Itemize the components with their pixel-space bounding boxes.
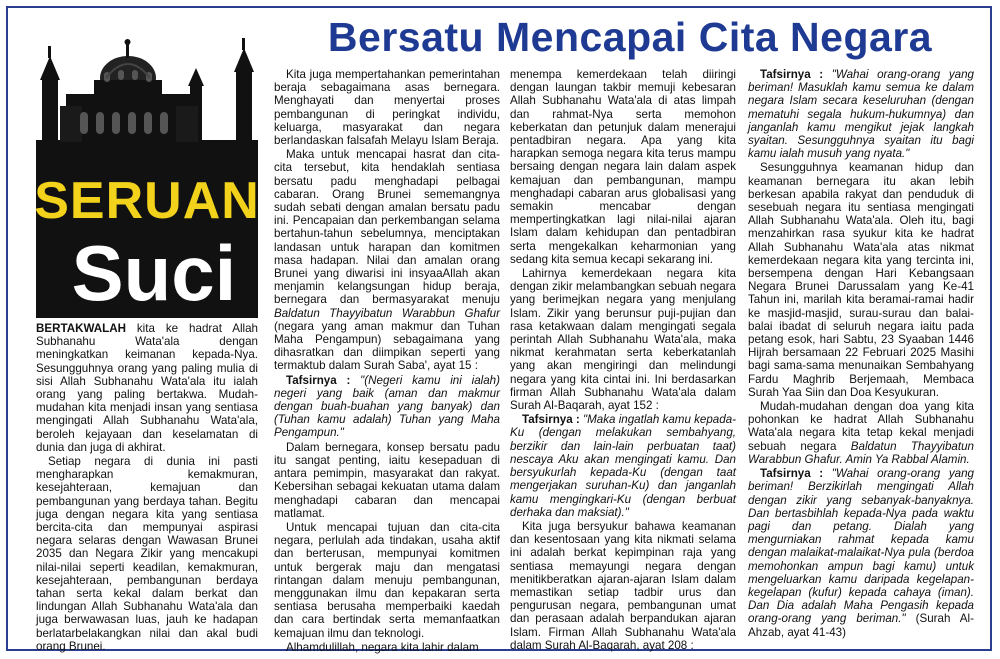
col2-paragraph-4: Untuk mencapai tujuan dan cita-cita negara, perlulah ada tindakan, usaha aktif dan berterusan, mempunyai komitmen untuk bergerak maju dan mengatasi rintangan dalam menuju pembangunan, menggunakan ilmu dan kepakaran serta sentiasa berusaha memperbaiki kaedah dan cara bertindak serta memanfaatkan kemajuan ilmu dan teknologi. [274,520,500,640]
column-4 [748,68,974,639]
col3-paragraph-2: Lahirnya kemerdekaan negara kita dengan zikir melambangkan sebuah negara yang berimejkan negara yang menjulang Islam. Zikir yang berunsur puji-pujian dan rasa ketakwaan dalam mengingati segala perintah Allah Subhanahu Wata'ala, maka nikmat kerahmatan serta keberkatanlah yang akan mengiringi dan melindungi negara yang kita cintai ini. Ini berdasarkan firman Allah Subhanahu Wata'ala dalam Surah Al-Baqarah, ayat 152 : [510,267,736,413]
tafsir-label: Tafsirnya : [522,413,580,427]
tafsir-label: Tafsirnya : [760,467,824,481]
col2-p2-italic: Baldatun Thayyibatun Warabbun Ghafur [274,306,500,320]
col3-paragraph-1: menempa kemerdekaan telah diiringi dengan laungan takbir memuji kebesaran Allah Subhanahu Wata'ala di atas limpah dan rahmat-Nya serta memohon keberkatan dan petunjuk dalam menerajui pentadbiran negara. Apa yang kita harapkan semoga negara kita terus mampu bersaing dengan negara lain dalam aspek kemajuan dan pembangunan, mampu menghadapi cabaran arus globalisasi yang semakin mencabar dengan mempertingkatkan lagi nilai-nilai ajaran Islam dalam kehidupan dan pentadbiran serta mengekalkan keharmonian yang sedang kita semua kecapi sekarang ini. [510,68,736,266]
col4-tafsir-2 [748,467,974,639]
col1-p1-text: kita ke hadrat Allah Subhanahu Wata'ala dengan meningkatkan keimanan kepada-Nya. Sesungguhnya orang yang paling mulia di sisi Allah Subhanahu Wata'ala itu ialah orang yang paling bertakwa. Mudah-mudahan kita menjadi insan yang sentiasa mengingati Allah Subhanahu Wata'ala, beroleh kejayaan dan keselamatan di dunia dan juga di akhirat. [36,322,258,454]
col2-paragraph-5: Alhamdulillah, negara kita lahir dalam [286,640,479,654]
col3-paragraph-3: Kita juga bersyukur bahawa keamanan dan kesentosaan yang kita nikmati selama ini adalah berkat kepimpinan raja yang sentiasa memayungi negara dengan menitikberatkan ajaran-ajaran Islam dalam memastikan setiap tadbir urus dan pengurusan negara, pembangunan umat dan perasaan adalah berpandukan ajaran Islam. Firman Allah Subhanahu Wata'ala dalam Surah Al-Baqarah, ayat 208 : [510,519,736,652]
dropcap-word: BERTAKWALAH [36,322,126,335]
col2-p2-text: Maka untuk mencapai hasrat dan cita-cita tersebut, kita hendaklah sentiasa bersatu padu menghadapi pelbagai cabaran. Orang Brunei sememangnya sudah sebati dengan amalan bersatu padu ini. Pencapaian dan perkembangan selama bertahun-tahun sebelumnya, menciptakan landasan untuk harapan dan komitmen masa hadapan. Nilai dan amalan orang Brunei yang diwarisi ini insyaaAllah akan menjamin kelangsungan hidup beraja, bernegara dan bermasyarakat menuju [274,148,500,307]
col2-tafsir-1 [274,374,500,440]
col4-tafsir-1 [748,68,974,160]
tafsir-text: "Maka ingatlah kamu kepada-Ku (dengan melakukan sembahyang, berzikir dan lain-lain perbuatan taat) nescaya Aku akan mengingati kamu. Dan bersyukurlah kepada-Ku (dengan taat mengerjakan suruhan-Ku) dan janganlah kamu mengingkari-Ku (dengan berbuat derhaka dan maksiat)." [510,413,737,519]
col1-paragraph-1 [36,322,258,454]
col2-paragraph-2 [274,148,500,372]
tafsir-label: Tafsirnya : [760,68,824,81]
mosque-logo-icon [36,22,258,318]
tafsir-label: Tafsirnya : [286,373,351,387]
col4-p2-italic: Baldatun Thayyibatun Warabbun Ghafur. Amin Ya Rabbal Alamin. [748,439,974,466]
headline: Bersatu Mencapai Cita Negara [327,14,933,60]
col2-paragraph-1: Kita juga mempertahankan pemerintahan beraja sebagaimana asas bernegara. Menghayati dan menyertai proses pembangunan di peringkat individu, keluarga, masyarakat dan negara berlandaskan falsafah Melayu Islam Beraja. [274,68,500,148]
column-2 [274,68,500,654]
col2-paragraph-3: Dalam bernegara, konsep bersatu padu itu sangat penting, iaitu kesepaduan di antara pemimpin, masyarakat dan rakyat. Kebersihan sebagai kekuatan utama dalam menghadapi cabaran dan mencapai matlamat. [274,440,500,520]
logo-title-bottom: Suci [71,229,237,317]
seruan-suci-logo [36,22,258,318]
column-3 [510,68,736,652]
col4-paragraph-2 [748,400,974,466]
column-1 [36,322,258,653]
col4-p2-text: Mudah-mudahan dengan doa yang kita pohonkan ke hadrat Allah Subhanahu Wata'ala negara kita tetap kekal menjadi sebuah negara [748,400,974,453]
tafsir-text: "Wahai orang-orang yang beriman! Masuklah kamu semua ke dalam negara Islam secara keseluruhan (dengan mematuhi segala hukum-hukumnya) dan janganlah kamu mengikut jejak langkah syaitan. Sesungguhnya syaitan itu bagi kamu ialah musuh yang nyata." [748,68,974,161]
logo-title-top: SERUAN [36,172,258,230]
col3-tafsir-1 [510,413,736,519]
tafsir-text: "(Negeri kamu ini ialah) negeri yang baik (aman dan makmur dengan buah-buahan yang banyak) dan (Tuhan kamu adalah) Tuhan yang Maha Pengampun." [274,373,500,440]
col2-p2-end: (negara yang aman makmur dan Tuhan Maha Pengampun) sebagaimana yang dihasratkan dan diimpikan seperti yang termaktub dalam Surah Saba', ayat 15 : [274,319,500,373]
tafsir-text: "Wahai orang-orang yang beriman! Berzikirlah mengingati Allah dengan zikir yang sebanyak-banyaknya. Dan bertasbihlah kepada-Nya pada waktu pagi dan petang. Dialah yang mengurniakan rahmat kepada kamu dengan malaikat-malaikat-Nya pula (berdoa memohonkan ampun bagi kamu) untuk mengeluarkan kamu daripada kegelapan-kegelapan (kufur) kepada cahaya (iman). Dan Dia adalah Maha Pengasih kepada orang-orang yang beriman." [748,467,974,626]
tafsir-reference: (Surah Al-Ahzab, ayat 41-43) [748,612,974,639]
col1-paragraph-2: Setiap negara di dunia ini pasti mengharapkan kemakmuran, kesejahteraan, kemajuan dan pembangunan yang berdaya tahan. Begitu juga dengan negara kita yang sentiasa bercita-cita dan mempunyai aspirasi negara selaras dengan Wawasan Brunei 2035 dan Negara Zikir yang mencakupi nilai-nilai seperti keadilan, kemakmuran, kesejahteraan, pembangunan berdaya tahan serta kekal dalam berkat dan lindungan Allah Subhanahu Wata'ala dan juga berwawasan luas, jauh ke hadapan berlatarbelakangkan nilai dan akal budi orang Brunei. [36,455,258,653]
col4-paragraph-1: Sesungguhnya keamanan hidup dan keamanan bernegara itu akan lebih berkesan apabila rakyat dan penduduk di sesebuah negara itu sentiasa mengingati Allah Subhanahu Wata'ala. Oleh itu, bagi menzahirkan rasa syukur kita ke hadrat Allah Subhanahu Wata'ala atas nikmat kemerdekaan negara kita yang tercinta ini, bersempena dengan Hari Kebangsaan Negara Brunei Darussalam yang Ke-41 Tahun ini, marilah kita beramai-ramai hadir ke masjid-masjid, surau-surau dan balai-balai ibadat di seluruh negara iaitu pada petang esok, hari Sabtu, 23 Syaaban 1446 Hijrah bersamaan 22 Februari 2025 Masihi bagi sama-sama menunaikan Sembahyang Fardu Maghrib Berjemaah, Membaca Surah Yaa Siin dan Doa Kesyukuran. [748,161,974,399]
